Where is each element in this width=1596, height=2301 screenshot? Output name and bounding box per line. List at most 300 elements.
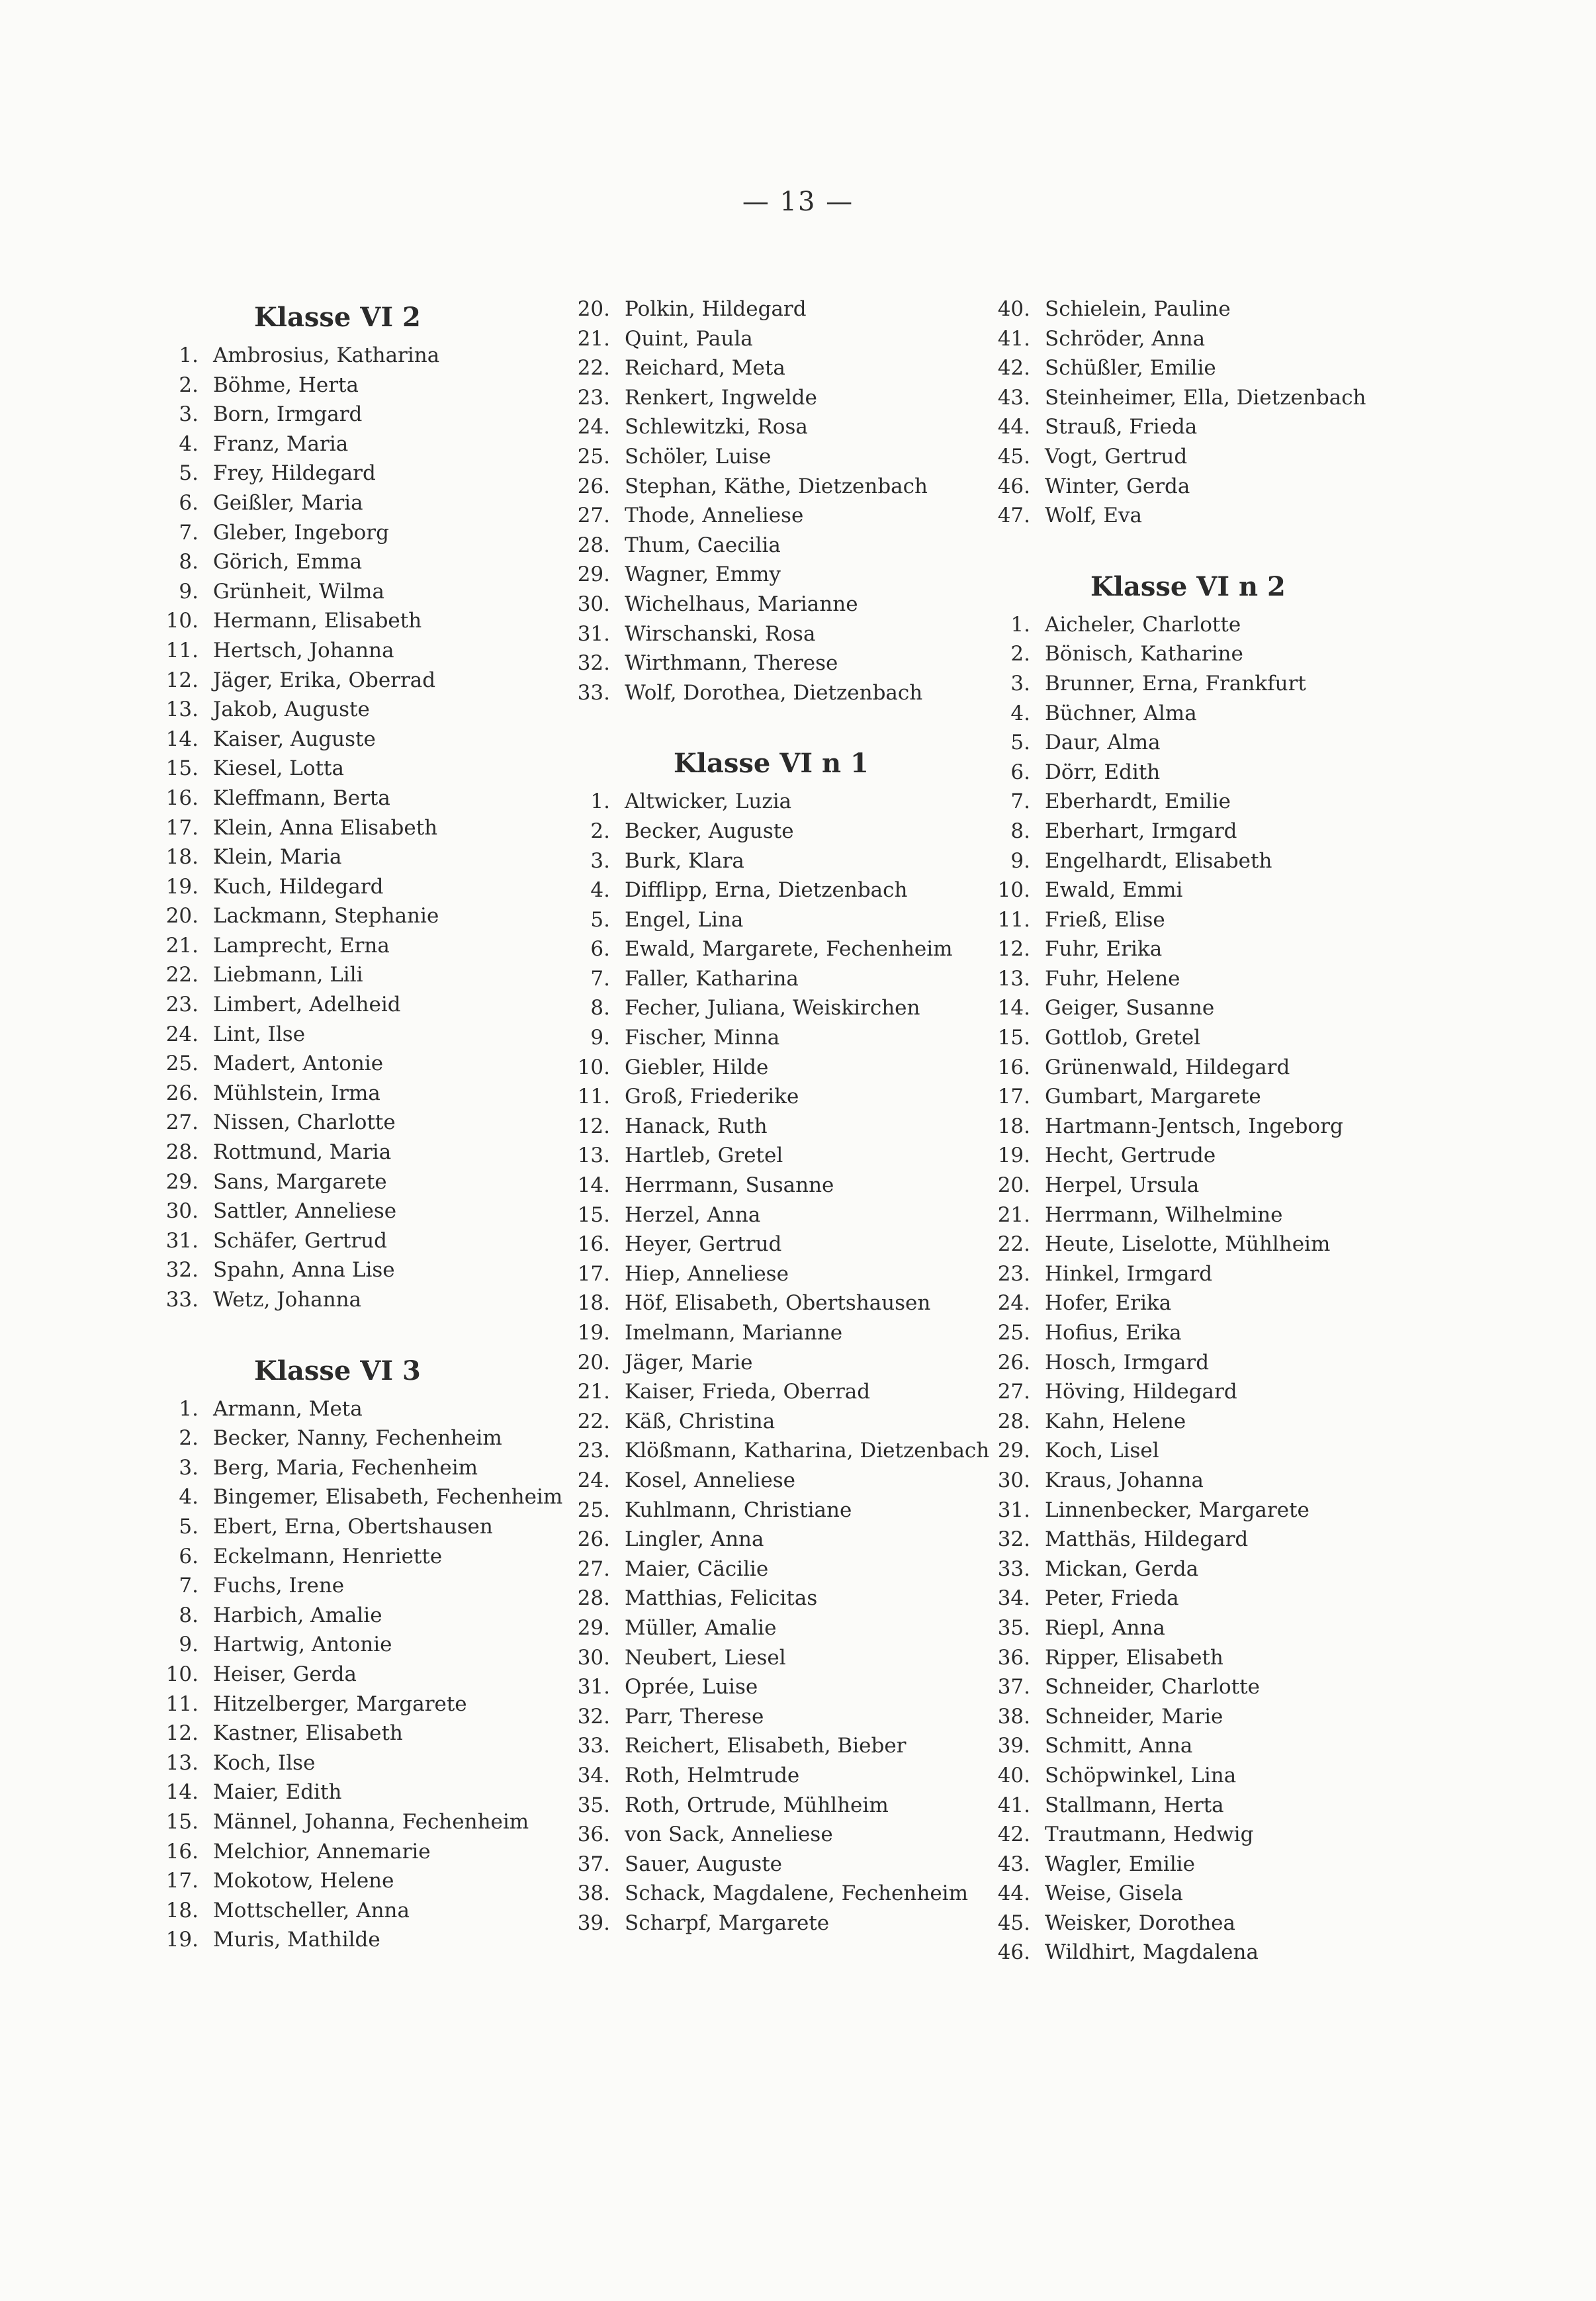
entry-number: 18. (997, 1114, 1030, 1138)
student-name: Engel, Lina (625, 907, 744, 932)
entry-number: 4. (179, 1485, 199, 1510)
student-name: Hinkel, Irmgard (1045, 1261, 1213, 1286)
student-name: Kahn, Helene (1045, 1409, 1186, 1433)
student-name: Müller, Amalie (625, 1615, 777, 1640)
list-item (988, 817, 1451, 846)
entry-number: 8. (179, 1603, 199, 1627)
entry-number: 23. (577, 1439, 610, 1463)
list-item (568, 1407, 978, 1437)
entry-number: 11. (577, 1085, 610, 1109)
list-item (988, 610, 1451, 640)
entry-number: 40. (997, 1763, 1030, 1787)
entry-number: 36. (997, 1645, 1030, 1670)
student-name: Klein, Anna Elisabeth (213, 815, 438, 840)
list-item (988, 1466, 1451, 1496)
list-item (568, 412, 978, 442)
student-name: Born, Irmgard (213, 402, 363, 427)
entry-number: 28. (997, 1409, 1030, 1433)
list-item (568, 1200, 978, 1230)
list-item (568, 1761, 978, 1791)
student-name: Hanack, Ruth (625, 1114, 768, 1138)
entry-number: 22. (997, 1232, 1030, 1257)
student-name: Matthäs, Hildegard (1045, 1527, 1249, 1552)
entry-number: 27. (577, 1557, 610, 1581)
entry-number: 12. (577, 1114, 610, 1138)
student-name: Schneider, Marie (1045, 1704, 1223, 1729)
student-name: Lackmann, Stephanie (213, 904, 439, 928)
student-name: Thum, Caecilia (625, 533, 781, 557)
entry-number: 17. (165, 815, 199, 840)
list-item (568, 876, 978, 905)
entry-number: 32. (165, 1258, 199, 1283)
student-name: Difflipp, Erna, Dietzenbach (625, 878, 908, 903)
list-item (988, 1791, 1451, 1821)
entry-number: 25. (165, 1052, 199, 1076)
entry-number: 27. (165, 1110, 199, 1135)
list-item (156, 1866, 540, 1896)
entry-number: 15. (997, 1026, 1030, 1050)
student-name: Sattler, Anneliese (213, 1199, 397, 1224)
list-item (988, 383, 1451, 413)
student-name: Roth, Helmtrude (625, 1763, 800, 1787)
student-name: Kraus, Johanna (1045, 1468, 1204, 1492)
student-name: Hartmann-Jentsch, Ingeborg (1045, 1114, 1343, 1138)
list-item (568, 501, 978, 531)
student-name: Sans, Margarete (213, 1169, 387, 1194)
entry-number: 2. (590, 819, 610, 843)
list-item (156, 1453, 540, 1483)
entry-number: 7. (179, 1574, 199, 1598)
entry-number: 18. (577, 1291, 610, 1316)
student-list (988, 610, 1451, 1967)
entry-number: 29. (997, 1439, 1030, 1463)
list-item (988, 1496, 1451, 1525)
list-item (988, 1702, 1451, 1732)
entry-number: 35. (997, 1615, 1030, 1640)
list-item (568, 1259, 978, 1289)
list-item (156, 725, 540, 754)
student-name: Reichert, Elisabeth, Bieber (625, 1734, 907, 1758)
list-item (156, 1167, 540, 1197)
list-item (156, 1020, 540, 1050)
list-item (156, 606, 540, 636)
list-item (568, 1230, 978, 1259)
entry-number: 3. (179, 1455, 199, 1480)
list-item (156, 1079, 540, 1108)
entry-number: 17. (165, 1869, 199, 1893)
list-item (988, 1259, 1451, 1289)
list-item (988, 1436, 1451, 1466)
student-name: Winter, Gerda (1045, 474, 1190, 498)
student-name: Koch, Ilse (213, 1750, 316, 1775)
list-item (988, 1613, 1451, 1643)
list-item (568, 1112, 978, 1142)
entry-number: 23. (577, 385, 610, 410)
student-name: Weisker, Dorothea (1045, 1911, 1236, 1935)
entry-number: 15. (165, 756, 199, 781)
list-item (156, 1196, 540, 1226)
entry-number: 24. (577, 415, 610, 439)
student-name: Renkert, Ingwelde (625, 385, 817, 410)
student-name: Hermann, Elisabeth (213, 609, 422, 633)
list-item (988, 1761, 1451, 1791)
list-item (568, 1850, 978, 1879)
student-name: Groß, Friederike (625, 1085, 799, 1109)
entry-number: 5. (1010, 731, 1030, 755)
student-name: Schüßler, Emilie (1045, 356, 1216, 381)
list-item (988, 1820, 1451, 1850)
student-name: Kosel, Anneliese (625, 1468, 795, 1492)
entry-number: 23. (997, 1261, 1030, 1286)
entry-number: 21. (997, 1202, 1030, 1227)
list-item (988, 1318, 1451, 1348)
entry-number: 37. (577, 1852, 610, 1876)
entry-number: 19. (165, 1928, 199, 1952)
student-name: Hitzelberger, Margarete (213, 1692, 467, 1716)
student-name: Kuhlmann, Christiane (625, 1498, 852, 1522)
entry-number: 20. (165, 904, 199, 928)
student-name: Schlewitzki, Rosa (625, 415, 808, 439)
student-name: Schöpwinkel, Lina (1045, 1763, 1237, 1787)
student-name: Faller, Katharina (625, 966, 799, 991)
student-name: Schneider, Charlotte (1045, 1675, 1260, 1699)
student-list (568, 787, 990, 1938)
student-name: Polkin, Hildegard (625, 297, 807, 321)
entry-number: 42. (997, 356, 1030, 381)
list-item (568, 1909, 978, 1938)
list-item (568, 383, 978, 413)
entry-number: 7. (1010, 790, 1030, 814)
entry-number: 7. (179, 520, 199, 545)
entry-number: 24. (997, 1291, 1030, 1316)
list-item (156, 1512, 540, 1542)
student-name: Gumbart, Margarete (1045, 1085, 1261, 1109)
list-item (568, 1525, 978, 1555)
student-name: Herzel, Anna (625, 1202, 761, 1227)
entry-number: 10. (577, 1055, 610, 1079)
entry-number: 22. (165, 963, 199, 987)
student-name: Grünheit, Wilma (213, 579, 384, 604)
student-name: Roth, Ortrude, Mühlheim (625, 1793, 889, 1817)
list-item (156, 1837, 540, 1867)
entry-number: 5. (590, 907, 610, 932)
list-item (568, 1496, 978, 1525)
list-item (156, 341, 540, 371)
entry-number: 19. (577, 1321, 610, 1345)
list-item (156, 1542, 540, 1572)
student-name: Männel, Johanna, Fechenheim (213, 1809, 529, 1834)
list-item (156, 842, 540, 872)
student-name: Schack, Magdalene, Fechenheim (625, 1881, 968, 1906)
entry-number: 3. (590, 848, 610, 873)
student-name: Wetz, Johanna (213, 1288, 362, 1312)
list-item (568, 1791, 978, 1821)
list-item (568, 1377, 978, 1407)
student-name: Parr, Therese (625, 1704, 764, 1729)
student-name: Herpel, Ursula (1045, 1173, 1200, 1198)
entry-number: 14. (165, 727, 199, 751)
student-name: Gleber, Ingeborg (213, 520, 389, 545)
list-item (988, 353, 1451, 383)
entry-number: 34. (997, 1586, 1030, 1611)
list-item (988, 1112, 1451, 1142)
list-item (156, 990, 540, 1020)
student-name: Höving, Hildegard (1045, 1380, 1237, 1404)
student-name: Ripper, Elisabeth (1045, 1645, 1223, 1670)
student-name: Lamprecht, Erna (213, 933, 390, 958)
entry-number: 15. (577, 1202, 610, 1227)
student-name: Böhme, Herta (213, 373, 359, 397)
student-name: Scharpf, Margarete (625, 1911, 830, 1935)
student-name: Vogt, Gertrud (1045, 444, 1188, 469)
entry-number: 9. (179, 579, 199, 604)
student-name: Fuhr, Helene (1045, 966, 1180, 991)
entry-number: 40. (997, 297, 1030, 321)
list-item (568, 1702, 978, 1732)
student-name: Franz, Maria (213, 431, 349, 456)
entry-number: 38. (577, 1881, 610, 1906)
entry-number: 1. (590, 790, 610, 814)
entry-number: 26. (577, 474, 610, 498)
list-item (568, 1053, 978, 1083)
list-item (568, 817, 978, 846)
entry-number: 30. (577, 592, 610, 616)
entry-number: 30. (577, 1645, 610, 1670)
list-item (568, 353, 978, 383)
student-name: Engelhardt, Elisabeth (1045, 848, 1272, 873)
student-name: Mühlstein, Irma (213, 1081, 380, 1105)
entry-number: 25. (577, 444, 610, 469)
student-name: Geiger, Susanne (1045, 996, 1215, 1020)
list-item (156, 1896, 540, 1926)
list-item (156, 1660, 540, 1690)
list-item (156, 784, 540, 813)
section-heading: Klasse VI n 1 (674, 748, 869, 780)
entry-number: 6. (1010, 760, 1030, 784)
student-name: Schmitt, Anna (1045, 1734, 1193, 1758)
student-name: Ambrosius, Katharina (213, 343, 440, 367)
list-item (156, 459, 540, 488)
list-item (568, 560, 978, 590)
section-heading: Klasse VI 3 (254, 1355, 421, 1386)
student-name: Lingler, Anna (625, 1527, 764, 1552)
entry-number: 25. (997, 1321, 1030, 1345)
entry-number: 18. (165, 1898, 199, 1922)
entry-number: 45. (997, 1911, 1030, 1935)
student-name: Gottlob, Gretel (1045, 1026, 1201, 1050)
entry-number: 29. (577, 563, 610, 587)
student-name: Eberhardt, Emilie (1045, 790, 1231, 814)
student-name: Weise, Gisela (1045, 1881, 1183, 1906)
list-item (988, 1377, 1451, 1407)
entry-number: 8. (179, 550, 199, 574)
entry-number: 4. (179, 431, 199, 456)
entry-number: 5. (179, 1514, 199, 1539)
list-item (568, 619, 978, 649)
list-item (156, 1807, 540, 1837)
student-name: Ebert, Erna, Obertshausen (213, 1514, 493, 1539)
entry-number: 27. (577, 504, 610, 528)
student-name: Daur, Alma (1045, 731, 1161, 755)
list-item (568, 846, 978, 876)
column-2 (568, 294, 990, 1938)
entry-number: 28. (577, 1586, 610, 1611)
entry-number: 15. (165, 1809, 199, 1834)
list-item (568, 294, 978, 324)
student-name: Quint, Paula (625, 326, 753, 351)
list-item (988, 1525, 1451, 1555)
list-item (568, 531, 978, 561)
student-name: Stallmann, Herta (1045, 1793, 1224, 1817)
student-name: Hosch, Irmgard (1045, 1350, 1210, 1375)
student-name: Spahn, Anna Lise (213, 1258, 395, 1283)
student-name: Kaiser, Auguste (213, 727, 376, 751)
list-item (988, 1171, 1451, 1200)
entry-number: 1. (179, 343, 199, 367)
entry-number: 5. (179, 461, 199, 486)
student-name: Maier, Cäcilie (625, 1557, 769, 1581)
entry-number: 23. (165, 993, 199, 1017)
student-name: Grünenwald, Hildegard (1045, 1055, 1290, 1079)
student-name: Frieß, Elise (1045, 907, 1165, 932)
list-item (156, 1255, 540, 1285)
list-item (568, 1466, 978, 1496)
student-name: Riepl, Anna (1045, 1615, 1165, 1640)
student-name: Jakob, Auguste (213, 698, 370, 722)
student-name: Hiep, Anneliese (625, 1261, 789, 1286)
entry-number: 2. (1010, 642, 1030, 666)
entry-number: 11. (165, 638, 199, 662)
student-name: Eckelmann, Henriette (213, 1544, 443, 1568)
entry-number: 33. (577, 680, 610, 705)
student-name: Kleffmann, Berta (213, 786, 390, 810)
list-item (156, 1571, 540, 1601)
entry-number: 19. (165, 874, 199, 899)
entry-number: 1. (179, 1396, 199, 1421)
entry-number: 21. (577, 1380, 610, 1404)
entry-number: 21. (165, 933, 199, 958)
entry-number: 21. (577, 326, 610, 351)
list-item (156, 1690, 540, 1719)
list-item (156, 518, 540, 548)
student-name: Hecht, Gertrude (1045, 1144, 1216, 1168)
entry-number: 32. (577, 1704, 610, 1729)
entry-number: 7. (590, 966, 610, 991)
list-item (988, 1850, 1451, 1879)
entry-number: 12. (997, 937, 1030, 962)
entry-number: 24. (577, 1468, 610, 1492)
student-name: Wichelhaus, Marianne (625, 592, 858, 616)
entry-number: 22. (577, 1409, 610, 1433)
student-name: Büchner, Alma (1045, 701, 1197, 725)
student-name: Hartwig, Antonie (213, 1633, 392, 1657)
entry-number: 10. (997, 878, 1030, 903)
entry-number: 26. (577, 1527, 610, 1552)
student-name: Geißler, Maria (213, 490, 363, 515)
list-item (568, 1643, 978, 1673)
student-name: Reichard, Meta (625, 356, 785, 381)
student-name: Schäfer, Gertrud (213, 1228, 388, 1253)
entry-number: 44. (997, 415, 1030, 439)
list-item (988, 1643, 1451, 1673)
entry-number: 33. (577, 1734, 610, 1758)
list-item (988, 324, 1451, 354)
entry-number: 11. (997, 907, 1030, 932)
entry-number: 39. (997, 1734, 1030, 1758)
entry-number: 1. (1010, 612, 1030, 637)
student-name: Becker, Nanny, Fechenheim (213, 1426, 502, 1451)
student-name: Steinheimer, Ella, Dietzenbach (1045, 385, 1366, 410)
list-item (568, 1555, 978, 1584)
list-item (156, 1925, 540, 1955)
student-name: Sauer, Auguste (625, 1852, 783, 1876)
list-item (156, 547, 540, 577)
entry-number: 20. (997, 1173, 1030, 1198)
column-1 (156, 294, 563, 1955)
entry-number: 13. (165, 1750, 199, 1775)
entry-number: 26. (165, 1081, 199, 1105)
list-item (156, 577, 540, 607)
entry-number: 43. (997, 1852, 1030, 1876)
list-item (156, 1601, 540, 1631)
list-item (988, 1879, 1451, 1909)
student-name: Hofer, Erika (1045, 1291, 1172, 1316)
entry-number: 33. (997, 1557, 1030, 1581)
entry-number: 14. (997, 996, 1030, 1020)
list-item (988, 1909, 1451, 1938)
list-item (568, 1288, 978, 1318)
section-heading: Klasse VI 2 (254, 302, 421, 333)
student-name: Burk, Klara (625, 848, 744, 873)
list-item (988, 1672, 1451, 1702)
student-name: Eberhart, Irmgard (1045, 819, 1237, 843)
student-name: Nissen, Charlotte (213, 1110, 396, 1135)
entry-number: 13. (997, 966, 1030, 991)
list-item (156, 1482, 563, 1512)
student-name: Herrmann, Susanne (625, 1173, 834, 1198)
student-name: Giebler, Hilde (625, 1055, 769, 1079)
list-item (568, 442, 978, 472)
list-item (568, 472, 978, 502)
list-item (988, 1230, 1451, 1259)
entry-number: 12. (165, 668, 199, 692)
student-name: Berg, Maria, Fechenheim (213, 1455, 478, 1480)
student-name: Aicheler, Charlotte (1045, 612, 1241, 637)
student-name: Heute, Liselotte, Mühlheim (1045, 1232, 1331, 1257)
list-item (568, 1318, 978, 1348)
list-item (988, 472, 1451, 502)
entry-number: 9. (1010, 848, 1030, 873)
list-item (988, 669, 1451, 699)
student-name: Wagner, Emmy (625, 563, 781, 587)
list-item (156, 1108, 540, 1138)
student-name: Armann, Meta (213, 1396, 363, 1421)
section-heading: Klasse VI n 2 (1090, 570, 1286, 602)
list-item (988, 1053, 1451, 1083)
entry-number: 3. (1010, 671, 1030, 696)
entry-number: 6. (590, 937, 610, 962)
column-3 (988, 294, 1451, 1967)
entry-number: 12. (165, 1721, 199, 1746)
list-item (988, 412, 1451, 442)
student-name: Käß, Christina (625, 1409, 776, 1433)
list-item (988, 1584, 1451, 1613)
entry-number: 17. (997, 1085, 1030, 1109)
list-item (568, 1023, 978, 1053)
list-item (156, 1049, 540, 1079)
student-name: Becker, Auguste (625, 819, 794, 843)
student-name: Wirthmann, Therese (625, 651, 838, 676)
